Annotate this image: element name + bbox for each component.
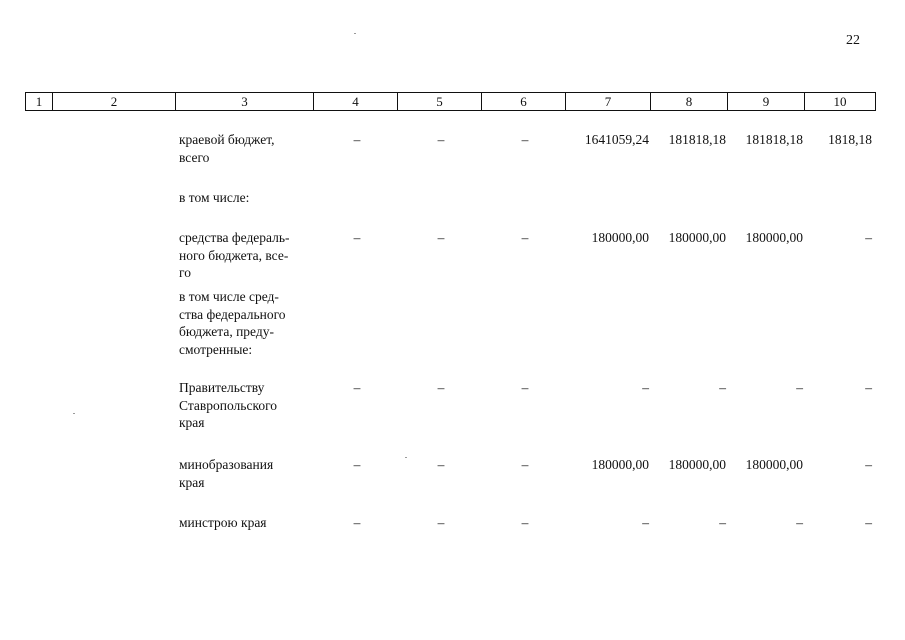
value-cell-col6: – [521, 515, 529, 530]
header-cell: 3 [176, 93, 314, 111]
label-line: бюджета, преду- [179, 324, 274, 339]
value-cell-col4: – [353, 380, 361, 395]
header-cell: 7 [566, 93, 651, 111]
value-cell-col10: – [865, 457, 872, 472]
row-label [179, 288, 311, 358]
header-cell: 5 [398, 93, 482, 111]
row-label [179, 229, 311, 282]
value-cell-col5: – [437, 132, 445, 147]
label-line: краевой бюджет, [179, 132, 275, 147]
value-cell-col6: – [521, 380, 529, 395]
label-line: края [179, 415, 205, 430]
value-cell-col9: 181818,18 [745, 132, 803, 147]
scan-speck [405, 457, 407, 458]
header-cell: 10 [805, 93, 876, 111]
value-cell-col5: – [437, 380, 445, 395]
value-cell-col9: 180000,00 [745, 457, 803, 472]
value-cell-col9: – [796, 515, 803, 530]
value-cell-col9: – [796, 380, 803, 395]
value-cell-col7: – [642, 515, 649, 530]
value-cell-col9: 180000,00 [745, 230, 803, 245]
value-cell-col7: – [642, 380, 649, 395]
value-cell-col5: – [437, 515, 445, 530]
label-line: го [179, 265, 191, 280]
value-cell-col4: – [353, 457, 361, 472]
label-line: в том числе сред- [179, 289, 279, 304]
column-number-header [25, 92, 876, 111]
value-cell-col10: 1818,18 [828, 132, 872, 147]
value-cell-col8: 180000,00 [668, 457, 726, 472]
page-number: 22 [846, 33, 860, 48]
value-cell-col7: 1641059,24 [584, 132, 649, 147]
label-line: смотренные: [179, 341, 253, 357]
value-cell-col4: – [353, 515, 361, 530]
header-cell: 4 [314, 93, 398, 111]
value-cell-col6: – [521, 230, 529, 245]
value-cell-col7: 180000,00 [591, 230, 649, 245]
label-line: минстрою края [179, 515, 267, 530]
header-cell: 8 [651, 93, 728, 111]
value-cell-col6: – [521, 132, 529, 147]
header-cell: 9 [728, 93, 805, 111]
value-cell-col4: – [353, 132, 361, 147]
value-cell-col5: – [437, 457, 445, 472]
header-cell: 1 [26, 93, 53, 111]
value-cell-col7: 180000,00 [591, 457, 649, 472]
value-cell-col10: – [865, 380, 872, 395]
header-cell: 2 [53, 93, 176, 111]
row-label [179, 189, 311, 207]
header-row [26, 93, 876, 111]
label-line: всего [179, 149, 210, 165]
row-label [179, 379, 311, 432]
label-line: ства федерального [179, 306, 286, 322]
value-cell-col10: – [865, 515, 872, 530]
label-line: Правительству [179, 380, 265, 395]
value-cell-col8: – [719, 515, 726, 530]
value-cell-col8: 181818,18 [668, 132, 726, 147]
value-cell-col8: 180000,00 [668, 230, 726, 245]
label-line: края [179, 474, 205, 490]
label-line: Ставропольского [179, 397, 278, 413]
value-cell-col10: – [865, 230, 872, 245]
label-line: минобразования [179, 457, 274, 472]
value-cell-col8: – [719, 380, 726, 395]
label-line: средства федераль- [179, 230, 290, 245]
row-label [179, 131, 311, 166]
row-label [179, 456, 311, 491]
value-cell-col4: – [353, 230, 361, 245]
value-cell-col6: – [521, 457, 529, 472]
label-line: в том числе: [179, 190, 250, 205]
label-line: ного бюджета, все- [179, 247, 289, 263]
row-label [179, 514, 311, 532]
header-cell: 6 [482, 93, 566, 111]
scan-speck [73, 413, 75, 414]
scan-speck [354, 33, 356, 34]
value-cell-col5: – [437, 230, 445, 245]
